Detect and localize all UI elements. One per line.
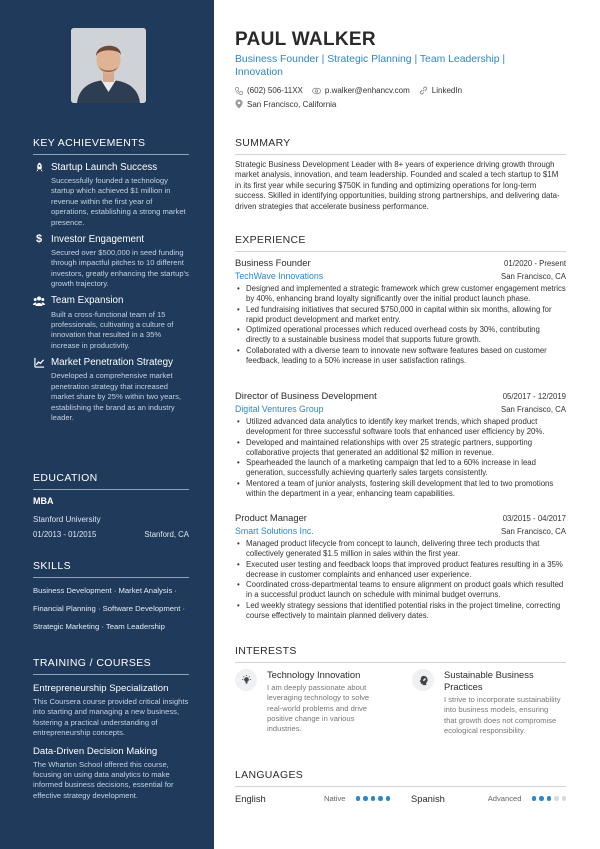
course-title: Data-Driven Decision Making <box>33 745 158 757</box>
job-entry <box>235 512 566 621</box>
skill-line: Financial Planning · Software Development · <box>33 604 186 613</box>
rocket-icon <box>33 161 45 173</box>
skill-line: Business Development · Market Analysis · <box>33 586 177 595</box>
achievement-title: Market Penetration Strategy <box>51 356 173 368</box>
proficiency-dot-filled <box>547 796 552 801</box>
interest-desc: I strive to incorporate sustainability into business models, ensuring that growth does not compromise ecological responsibility. <box>444 695 561 735</box>
job-location: San Francisco, CA <box>501 527 566 536</box>
achievement-item <box>33 356 189 423</box>
job-role: Product Manager <box>235 512 307 523</box>
section-heading: EDUCATION <box>33 472 189 490</box>
language-item <box>235 793 390 804</box>
bullet-item: • Managed product lifecycle from concept to launch, delivering three tech products that collectively generated $1.5 million in sales within the first year. <box>235 539 566 560</box>
achievement-item <box>33 233 189 290</box>
education-dates: 01/2013 - 01/2015 <box>33 530 97 539</box>
profile-photo <box>71 28 146 103</box>
school: Stanford University <box>33 515 101 524</box>
section-heading: LANGUAGES <box>235 769 566 787</box>
section-heading: EXPERIENCE <box>235 234 566 252</box>
candidate-name: PAUL WALKER <box>235 29 376 50</box>
course-title: Entrepreneurship Specialization <box>33 683 169 694</box>
proficiency-dot-filled <box>371 796 376 801</box>
summary-text: Strategic Business Development Leader with 8+ years of experience driving growth through market analysis, innovation, and team leadership. Founded and scaled a tech startup to $1M in its first year while securing $750K in funding and optimizing operations for long-term success. Skilled in identifying opportunities, building strong partnerships, and delivering data-driven strategies that accelerate business performance. <box>235 160 560 211</box>
location: San Francisco, California <box>247 99 337 109</box>
group-icon <box>33 295 45 307</box>
link-icon <box>419 86 428 95</box>
skills-section <box>33 560 189 640</box>
bullet-list <box>235 417 566 499</box>
section-heading: TRAINING / COURSES <box>33 657 189 675</box>
company-name: TechWave Innovations <box>235 271 324 281</box>
bullet-item: • Developed and maintained relationships with over 25 strategic partners, supporting collaborative projects that generated an additional $2 million in revenue. <box>235 438 566 459</box>
job-entry <box>235 257 566 366</box>
linkedin-link[interactable]: LinkedIn <box>431 86 463 95</box>
interest-desc: I am deeply passionate about leveraging technology to solve real-world problems and drive positive change in various industries. <box>267 683 370 734</box>
language-name: English <box>235 793 266 804</box>
proficiency-dot-empty <box>562 796 567 801</box>
degree: MBA <box>33 496 54 506</box>
proficiency-dot-filled <box>386 796 391 801</box>
interest-item <box>412 669 562 736</box>
education-location: Stanford, CA <box>144 530 189 539</box>
education-section <box>33 472 189 539</box>
job-entry <box>235 390 566 499</box>
language-dots <box>353 796 391 801</box>
proficiency-dot-filled <box>378 796 383 801</box>
leaf-head-icon <box>412 669 434 691</box>
bullet-item: • Executed user testing and feedback loops that improved product features resulting in a 35% decrease in customer complaints and enhanced user experience. <box>235 560 566 581</box>
phone: (602) 506-11XX <box>247 86 303 95</box>
phone-icon <box>235 87 243 95</box>
job-location: San Francisco, CA <box>501 405 566 414</box>
achievement-desc: Built a cross-functional team of 15 professionals, cultivating a culture of innovation that resulted in a 35% increase in productivity. <box>51 309 174 350</box>
job-role: Business Founder <box>235 257 311 268</box>
lightbulb-icon <box>235 669 257 691</box>
sidebar <box>0 0 214 849</box>
company-name: Digital Ventures Group <box>235 404 324 414</box>
achievement-desc: Secured over $500,000 in seed funding through impactful pitches to 10 different investors, greatly enhancing the startup's growth trajectory. <box>51 248 189 289</box>
interest-item <box>235 669 385 734</box>
bullet-item: • Spearheaded the launch of a marketing campaign that led to a 60% increase in lead generation, successfully achieving quarterly sales targets consistently. <box>235 458 566 479</box>
bullet-item: • Mentored a team of junior analysts, fostering skill development that led to two promotions within the department in a year, enhancing team capabilities. <box>235 479 566 500</box>
bullet-list <box>235 539 566 621</box>
company-name: Smart Solutions Inc. <box>235 526 314 536</box>
course-desc: This Coursera course provided critical insights into starting and managing a new business, fostering a practical understanding of entrepreneurship concepts. <box>33 697 189 738</box>
section-heading: SKILLS <box>33 560 189 578</box>
proficiency-dot-empty <box>554 796 559 801</box>
bullet-list <box>235 284 566 366</box>
chart-icon <box>33 356 45 368</box>
headline: Business Founder | Strategic Planning | Team Leadership | Innovation <box>235 54 506 78</box>
location-row <box>235 99 345 109</box>
achievement-title: Team Expansion <box>51 295 124 307</box>
bullet-item: • Optimized operational processes which reduced overhead costs by 30%, contributing directly to a sustainable business model that supports future growth. <box>235 325 566 346</box>
training-section <box>33 657 189 808</box>
email-link[interactable]: p.walker@enhancv.com <box>324 86 410 95</box>
language-name: Spanish <box>411 793 445 804</box>
job-role: Director of Business Development <box>235 390 377 401</box>
proficiency-dot-filled <box>356 796 361 801</box>
achievement-title: Startup Launch Success <box>51 161 158 173</box>
contact-row <box>235 86 471 95</box>
interest-title: Technology Innovation <box>267 669 361 680</box>
bullet-item: • Led fundraising initiatives that secured $750,000 in capital within six months, allowing for rapid product development and market entry. <box>235 305 566 326</box>
bullet-item: • Designed and implemented a strategic framework which grew customer engagement metrics by 40%, enhancing brand loyalty significantly over the initial product launch phase. <box>235 284 566 305</box>
achievement-desc: Developed a comprehensive market penetration strategy that increased market share by 25% within two years, establishing the brand as an industry leader. <box>51 371 181 422</box>
proficiency-dot-filled <box>363 796 368 801</box>
section-heading: SUMMARY <box>235 137 566 155</box>
section-heading: INTERESTS <box>235 645 566 663</box>
section-heading: KEY ACHIEVEMENTS <box>33 137 189 155</box>
skill-line: Strategic Marketing · Team Leadership <box>33 622 165 631</box>
proficiency-dot-filled <box>539 796 544 801</box>
language-dots <box>529 796 567 801</box>
interest-title: Sustainable Business Practices <box>444 669 534 692</box>
job-location: San Francisco, CA <box>501 272 566 281</box>
email-icon <box>312 87 321 95</box>
job-dates: 01/2020 - Present <box>504 259 566 268</box>
achievement-desc: Successfully founded a technology startup which achieved $1 million in revenue within the first year of operations, establishing a strong market presence. <box>51 176 186 227</box>
job-dates: 03/2015 - 04/2017 <box>502 514 566 523</box>
bullet-item: • Utilized advanced data analytics to identify key market trends, which shaped product development for three successful software tools that enhanced user efficiency by 20%. <box>235 417 566 438</box>
course-desc: The Wharton School offered this course, focusing on using data analytics to make informed business decisions, essential for effective strategy development. <box>33 759 174 800</box>
dollar-icon: $ <box>35 233 43 246</box>
proficiency-dot-filled <box>532 796 537 801</box>
achievement-item <box>33 295 189 352</box>
language-item <box>411 793 566 804</box>
bullet-item: • Coordinated cross-departmental teams to ensure alignment on product goals which resulted in a successful product launch on schedule with minimal budget overruns. <box>235 580 566 601</box>
location-pin-icon <box>235 99 243 109</box>
achievement-title: Investor Engagement <box>51 233 145 245</box>
bullet-item: • Collaborated with a diverse team to innovate new software features based on customer feedback, leading to a 50% increase in user satisfaction ratings. <box>235 346 566 367</box>
bullet-item: • Led weekly strategy sessions that identified potential risks in the project timeline, correcting course effectively to maintain planned delivery dates. <box>235 601 566 622</box>
language-level: Advanced <box>487 794 522 803</box>
language-level: Native <box>323 794 346 803</box>
achievement-item <box>33 161 189 228</box>
job-dates: 05/2017 - 12/2019 <box>502 392 566 401</box>
achievements-section <box>33 137 189 428</box>
